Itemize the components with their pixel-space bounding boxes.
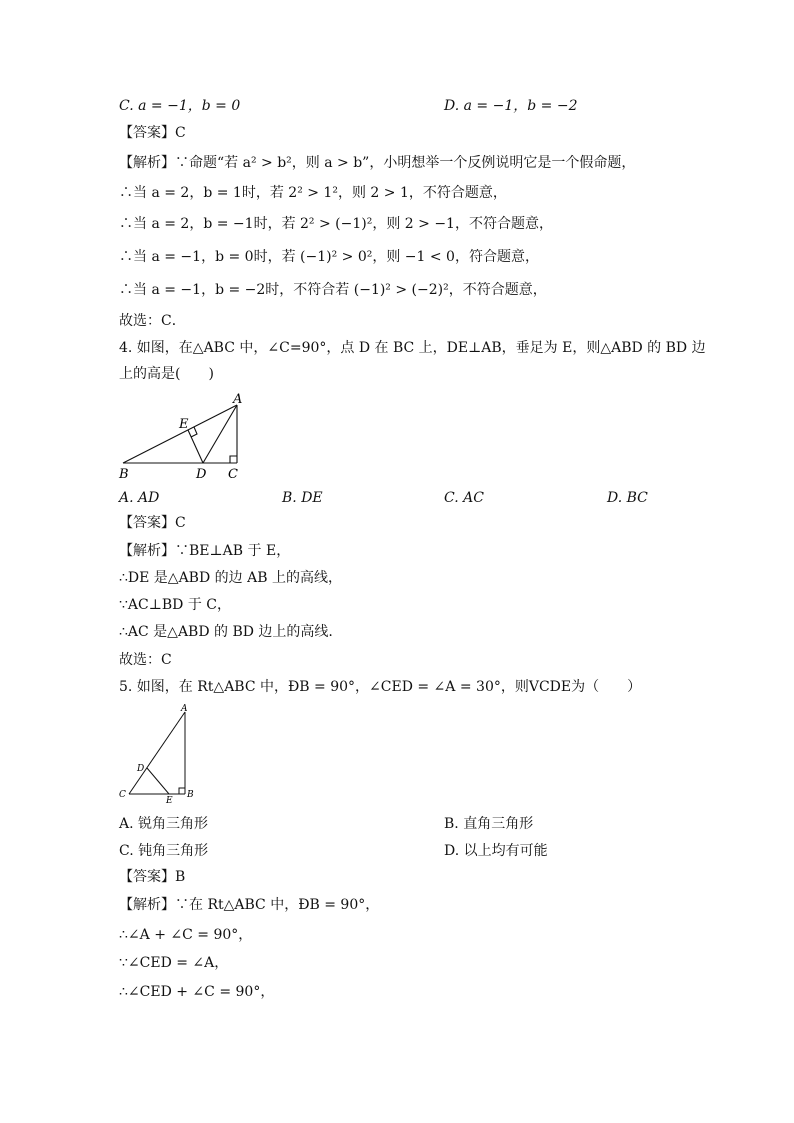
- q3-conclusion: 故选：C．: [119, 313, 186, 329]
- q5-option-c: C. 钝角三角形: [119, 843, 209, 859]
- q4-option-d: D. BC: [607, 490, 648, 506]
- q4-analysis-line-3: ∵AC⊥BD 于 C，: [119, 597, 232, 613]
- q3-analysis-line-4: ∴当 a = −1，b = 0时，若 (−1)² > 0²，则 −1 < 0，符合题意，: [119, 249, 539, 265]
- q4-option-c: C. AC: [444, 490, 484, 506]
- q4-label-b: B: [119, 467, 129, 482]
- q5-analysis-line-3: ∵∠CED = ∠A，: [119, 955, 229, 971]
- q4-stem-line-2: 上的高是( ): [119, 366, 214, 382]
- q5-analysis-line-1: 【解析】∵在 Rt△ABC 中，ÐB = 90°，: [119, 897, 380, 913]
- q3-answer: 【答案】C: [119, 125, 186, 141]
- q4-label-a: A: [233, 392, 243, 407]
- q4-analysis-line-4: ∴AC 是△ABD 的 BD 边上的高线.: [119, 624, 333, 640]
- q3-analysis-line-5: ∴当 a = −1，b = −2时，不符合若 (−1)² > (−2)²，不符合题意，: [119, 282, 547, 298]
- q4-option-b: B. DE: [282, 490, 323, 506]
- q5-label-a: A: [181, 704, 188, 714]
- q3-option-d: D. a = −1，b = −2: [444, 98, 578, 114]
- q5-analysis-line-4: ∴∠CED + ∠C = 90°，: [119, 984, 275, 1000]
- q5-label-d: D: [137, 764, 145, 774]
- q3-analysis-line-2: ∴当 a = 2，b = 1时，若 2² > 1²，则 2 > 1，不符合题意，: [119, 185, 507, 201]
- q4-option-a: A. AD: [119, 490, 160, 506]
- q5-stem: 5. 如图，在 Rt△ABC 中，ÐB = 90°，∠CED = ∠A = 30°，则VCDE为（ ）: [119, 679, 642, 695]
- q4-label-d: D: [196, 467, 207, 482]
- q3-analysis-line-3: ∴当 a = 2，b = −1时，若 2² > (−1)²，则 2 > −1，不符合题意，: [119, 216, 553, 232]
- q3-option-c: C. a = −1，b = 0: [119, 98, 241, 114]
- q4-conclusion: 故选：C: [119, 652, 172, 668]
- q5-label-c: C: [119, 790, 126, 800]
- q4-label-c: C: [228, 467, 238, 482]
- q5-analysis-line-2: ∴∠A + ∠C = 90°，: [119, 927, 253, 943]
- q4-answer: 【答案】C: [119, 515, 186, 531]
- q5-option-b: B. 直角三角形: [444, 816, 534, 832]
- q5-answer: 【答案】B: [119, 869, 186, 885]
- q5-label-e: E: [166, 796, 173, 806]
- q5-option-d: D. 以上均有可能: [444, 843, 548, 859]
- q3-analysis-line-1: 【解析】∵命题“若 a² > b²，则 a > b”，小明想举一个反例说明它是一个假命题，: [119, 155, 636, 171]
- q4-label-e: E: [179, 417, 189, 432]
- q5-option-a: A. 锐角三角形: [119, 816, 209, 832]
- q5-triangle-figure: [115, 702, 205, 806]
- q4-triangle-figure: [115, 390, 255, 482]
- q4-analysis-line-1: 【解析】∵BE⊥AB 于 E，: [119, 543, 291, 559]
- q5-label-b: B: [187, 790, 194, 800]
- q4-stem-line-1: 4. 如图，在△ABC 中，∠C=90°，点 D 在 BC 上，DE⊥AB，垂足为 E，则△ABD 的 BD 边: [119, 340, 706, 356]
- q4-analysis-line-2: ∴DE 是△ABD 的边 AB 上的高线，: [119, 570, 342, 586]
